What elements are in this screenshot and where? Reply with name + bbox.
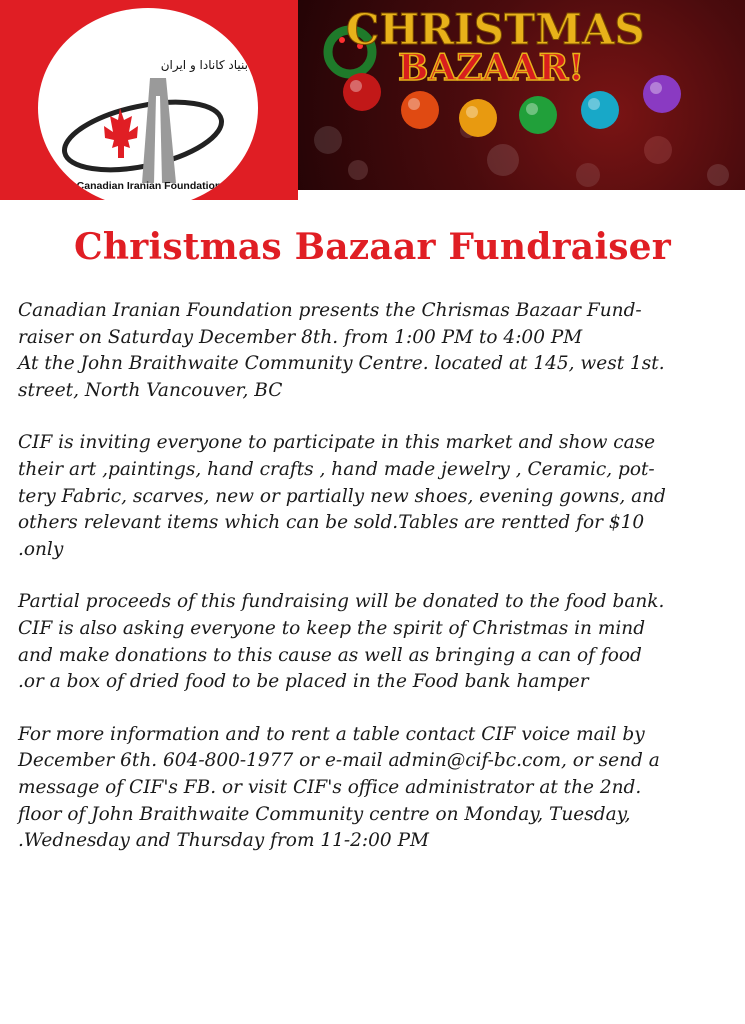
banner-title-line2: BAZAAR!: [398, 47, 585, 89]
header: [0, 0, 745, 200]
logo: [38, 8, 258, 208]
text-line: street, North Vancouver, BC: [18, 379, 283, 401]
text-line: .Wednesday and Thursday from 11-2:00 PM: [18, 830, 429, 852]
text-line: others relevant items which can be sold.Tables are rentted for $10: [18, 512, 645, 534]
text-line: their art ,paintings, hand crafts , hand made jewelry , Ceramic, pot-: [18, 458, 655, 480]
logo-persian-text: بنیاد کانادا و ایران: [160, 58, 248, 72]
text-line: For more information and to rent a table contact CIF voice mail by: [18, 723, 645, 745]
text-line: December 6th. 604-800-1977 or e-mail admin@cif-bc.com, or send a: [18, 750, 660, 772]
christmas-banner: [298, 0, 745, 190]
banner-graphic: [298, 0, 745, 190]
text-line: CIF is inviting everyone to participate in this market and show case: [18, 432, 656, 454]
text-line: and make donations to this cause as well as bringing a can of food: [18, 644, 642, 666]
text-line: .only: [18, 538, 64, 560]
text-line: At the John Braithwaite Community Centre. located at 145, west 1st.: [18, 353, 665, 375]
paragraph-donations: [18, 589, 730, 695]
text-line: message of CIF's FB. or visit CIF's office administrator at the 2nd.: [18, 776, 642, 798]
paragraph-invitation: [18, 430, 730, 563]
banner-title-line1: CHRISTMAS: [346, 5, 645, 54]
text-line: Canadian Iranian Foundation presents the Chrismas Bazaar Fund-: [18, 300, 642, 321]
page-title: Christmas Bazaar Fundraiser: [74, 226, 671, 268]
title-block: [0, 226, 745, 268]
body-text: [18, 298, 730, 881]
text-line: Partial proceeds of this fundraising will be donated to the food bank.: [18, 591, 665, 613]
text-line: raiser on Saturday December 8th. from 1:00 PM to 4:00 PM: [18, 326, 583, 348]
text-line: .or a box of dried food to be placed in the Food bank hamper: [18, 671, 589, 693]
text-line: tery Fabric, scarves, new or partially new shoes, evening gowns, and: [18, 485, 666, 507]
logo-name: Canadian Iranian Foundation: [76, 180, 222, 192]
paragraph-contact: [18, 722, 730, 855]
text-line: CIF is also asking everyone to keep the spirit of Christmas in mind: [18, 617, 646, 639]
text-line: floor of John Braithwaite Community centre on Monday, Tuesday,: [18, 803, 631, 825]
logo-graphic: [38, 8, 258, 208]
paragraph-event-details: [18, 298, 730, 404]
